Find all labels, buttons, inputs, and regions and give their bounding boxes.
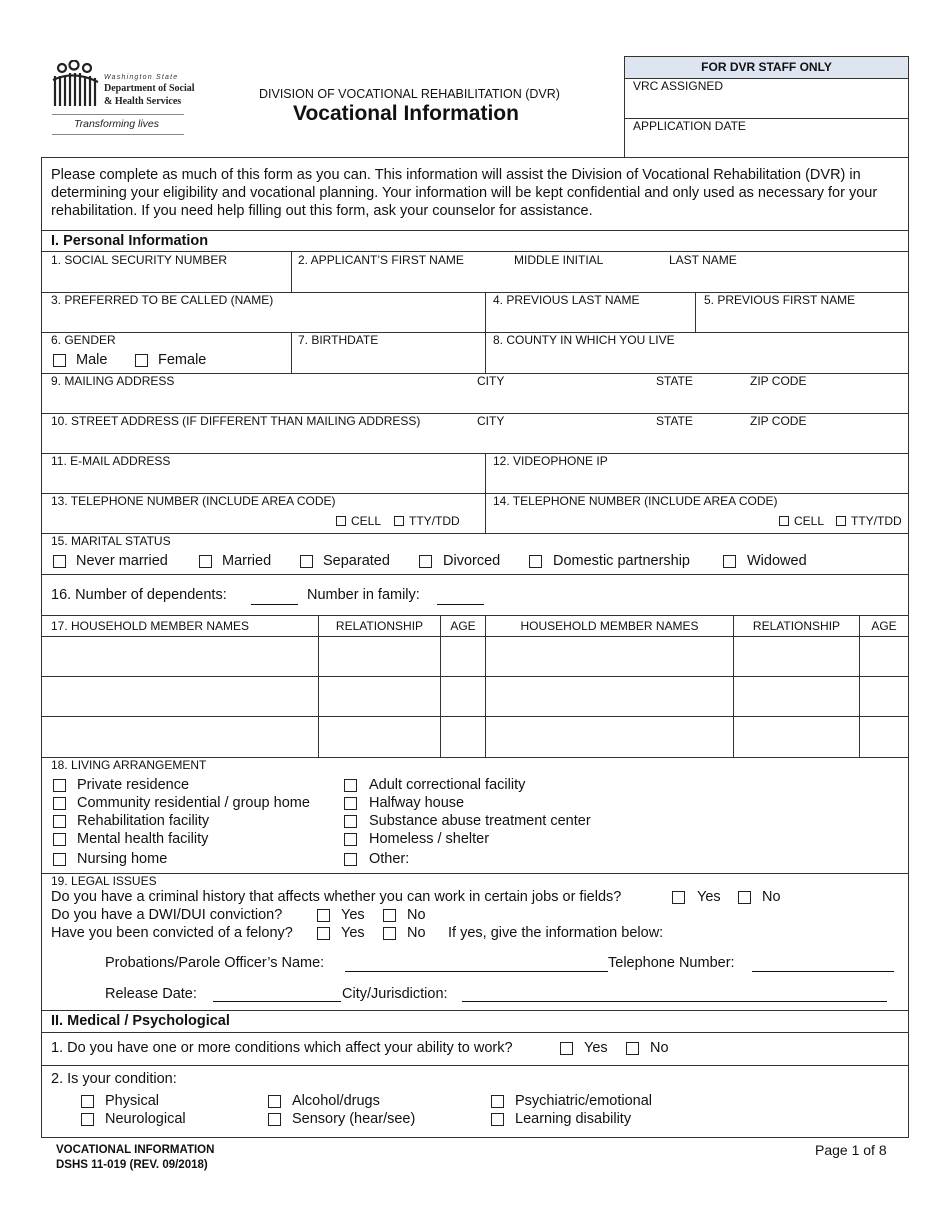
street-zip-label: ZIP CODE: [750, 414, 807, 428]
living-option: Adult correctional facility: [369, 777, 526, 793]
other-living-checkbox[interactable]: [344, 853, 357, 866]
logo-rule-bottom: [52, 134, 184, 135]
first-name-label: 2. APPLICANT’S FIRST NAME: [298, 253, 464, 267]
family-figures-icon: [52, 60, 100, 110]
mailing-address-field[interactable]: [42, 387, 908, 412]
condition-option: Alcohol/drugs: [292, 1093, 380, 1109]
homeless-shelter-checkbox[interactable]: [344, 833, 357, 846]
previous-first-field[interactable]: [696, 306, 908, 331]
private-residence-checkbox[interactable]: [53, 779, 66, 792]
tel13-cell-label: CELL: [351, 514, 382, 528]
previous-last-label: 4. PREVIOUS LAST NAME: [493, 293, 640, 307]
family-field[interactable]: [437, 604, 484, 605]
yes-label: Yes: [341, 925, 365, 941]
dui-yes-checkbox[interactable]: [317, 909, 330, 922]
tel14-tty-label: TTY/TDD: [851, 514, 902, 528]
mailing-address-label: 9. MAILING ADDRESS: [51, 374, 175, 388]
male-checkbox[interactable]: [53, 354, 66, 367]
rule: [41, 533, 909, 534]
table-row[interactable]: [42, 677, 908, 715]
condition-option: Learning disability: [515, 1111, 632, 1127]
release-date-label: Release Date:: [105, 986, 197, 1002]
vrc-assigned-label: VRC ASSIGNED: [633, 79, 724, 93]
rule: [41, 873, 909, 874]
page-number: Page 1 of 8: [815, 1142, 887, 1158]
no-label: No: [407, 907, 426, 923]
logo-dept-line2: & Health Services: [104, 96, 182, 107]
middle-initial-label: MIDDLE INITIAL: [514, 253, 604, 267]
county-field[interactable]: [486, 346, 908, 372]
male-label: Male: [76, 352, 108, 368]
officer-name-label: Probations/Parole Officer’s Name:: [105, 955, 325, 971]
no-label: No: [762, 889, 781, 905]
female-checkbox[interactable]: [135, 354, 148, 367]
mailing-state-label: STATE: [656, 374, 693, 388]
street-state-label: STATE: [656, 414, 693, 428]
logo-dept-line1: Department of Social: [104, 83, 195, 94]
condition-option: Psychiatric/emotional: [515, 1093, 652, 1109]
preferred-name-label: 3. PREFERRED TO BE CALLED (NAME): [51, 293, 274, 307]
domestic-partnership-checkbox[interactable]: [529, 555, 542, 568]
table-row[interactable]: [42, 637, 908, 675]
living-option: Homeless / shelter: [369, 831, 490, 847]
rule: [41, 453, 909, 454]
physical-checkbox[interactable]: [81, 1095, 94, 1108]
rule: [41, 615, 909, 616]
condition-option: Physical: [105, 1093, 159, 1109]
intro-text: Please complete as much of this form as you can. This information will assist the Division of Vocational Rehabilitation (DVR) in determining your eligibility and vocational planning. Your information will be kept confidential and only used as necessary for your rehabilitation. If you need help filling out this form, ask your counselor for assistance.: [51, 167, 878, 219]
marital-option: Divorced: [443, 553, 501, 569]
living-option: Rehabilitation facility: [77, 813, 210, 829]
rule: [41, 574, 909, 575]
living-option: Private residence: [77, 777, 190, 793]
ssn-label: 1. SOCIAL SECURITY NUMBER: [51, 253, 228, 267]
no-label: No: [407, 925, 426, 941]
city-jurisdiction-field[interactable]: [462, 1001, 887, 1002]
dependents-field[interactable]: [251, 604, 298, 605]
alcohol-drugs-checkbox[interactable]: [268, 1095, 281, 1108]
household-header-names: 17. HOUSEHOLD MEMBER NAMES: [51, 619, 250, 633]
form-title: Vocational Information: [293, 102, 519, 125]
rule: [41, 1032, 909, 1033]
videophone-field[interactable]: [486, 467, 908, 492]
staff-box-title: FOR DVR STAFF ONLY: [625, 57, 908, 79]
living-option: Nursing home: [77, 851, 168, 867]
last-name-label: LAST NAME: [669, 253, 737, 267]
learning-disability-checkbox[interactable]: [491, 1113, 504, 1126]
tel14-cell-checkbox[interactable]: [779, 516, 789, 526]
living-option: Mental health facility: [77, 831, 209, 847]
sensory-checkbox[interactable]: [268, 1113, 281, 1126]
household-header-relationship: RELATIONSHIP: [335, 619, 424, 633]
previous-last-field[interactable]: [486, 306, 694, 331]
telephone-13-label: 13. TELEPHONE NUMBER (INCLUDE AREA CODE): [51, 494, 336, 508]
divorced-checkbox[interactable]: [419, 555, 432, 568]
condition-option: Sensory (hear/see): [292, 1111, 416, 1127]
marital-status-label: 15. MARITAL STATUS: [51, 534, 171, 548]
tel14-cell-label: CELL: [794, 514, 825, 528]
logo-tagline: Transforming lives: [74, 118, 159, 130]
footer-form-name: VOCATIONAL INFORMATION: [56, 1144, 215, 1156]
substance-abuse-checkbox[interactable]: [344, 815, 357, 828]
medical-question-2: 2. Is your condition:: [51, 1071, 177, 1087]
marital-option: Domestic partnership: [553, 553, 690, 569]
legal-question-3: Have you been convicted of a felony?: [51, 925, 293, 941]
release-date-field[interactable]: [213, 1001, 341, 1002]
legal-question-1: Do you have a criminal history that affects whether you can work in certain jobs or fields?: [51, 889, 622, 905]
name-field[interactable]: [292, 266, 908, 291]
application-date-label: APPLICATION DATE: [633, 119, 746, 133]
living-arrangement-label: 18. LIVING ARRANGEMENT: [51, 758, 207, 772]
gender-label: 6. GENDER: [51, 333, 116, 347]
household-header-age: AGE: [450, 619, 476, 633]
dshs-logo: [52, 60, 195, 136]
yes-label: Yes: [341, 907, 365, 923]
household-header-age-2: AGE: [871, 619, 897, 633]
yes-label: Yes: [584, 1040, 608, 1056]
videophone-label: 12. VIDEOPHONE IP: [493, 454, 608, 468]
logo-state: Washington State: [104, 74, 179, 81]
previous-first-label: 5. PREVIOUS FIRST NAME: [704, 293, 856, 307]
division-name: DIVISION OF VOCATIONAL REHABILITATION (DVR): [259, 87, 560, 101]
living-option: Halfway house: [369, 795, 465, 811]
footer-form-number: DSHS 11-019 (REV. 09/2018): [56, 1159, 208, 1171]
community-residential-checkbox[interactable]: [53, 797, 66, 810]
mailing-city-label: CITY: [477, 374, 505, 388]
rule-v: [485, 453, 486, 533]
mental-health-facility-checkbox[interactable]: [53, 833, 66, 846]
city-jurisdiction-label: City/Jurisdiction:: [342, 986, 448, 1002]
logo-rule: [52, 114, 184, 115]
mailing-zip-label: ZIP CODE: [750, 374, 807, 388]
criminal-history-no-checkbox[interactable]: [738, 891, 751, 904]
dependents-label: 16. Number of dependents:: [51, 587, 227, 603]
condition-option: Neurological: [105, 1111, 186, 1127]
widowed-checkbox[interactable]: [723, 555, 736, 568]
legal-issues-label: 19. LEGAL ISSUES: [51, 874, 157, 888]
street-address-field[interactable]: [42, 427, 908, 452]
adult-correctional-checkbox[interactable]: [344, 779, 357, 792]
neurological-checkbox[interactable]: [81, 1113, 94, 1126]
marital-option: Separated: [323, 553, 390, 569]
county-label: 8. COUNTY IN WHICH YOU LIVE: [493, 333, 675, 347]
felony-yes-checkbox[interactable]: [317, 927, 330, 940]
psychiatric-checkbox[interactable]: [491, 1095, 504, 1108]
halfway-house-checkbox[interactable]: [344, 797, 357, 810]
street-city-label: CITY: [477, 414, 505, 428]
rehabilitation-facility-checkbox[interactable]: [53, 815, 66, 828]
nursing-home-checkbox[interactable]: [53, 853, 66, 866]
birthdate-field[interactable]: [292, 346, 484, 372]
officer-telephone-field[interactable]: [752, 971, 894, 972]
email-field[interactable]: [42, 467, 484, 492]
rule: [41, 332, 909, 333]
tel13-cell-checkbox[interactable]: [336, 516, 346, 526]
yes-label: Yes: [697, 889, 721, 905]
no-label: No: [650, 1040, 669, 1056]
rule: [41, 230, 909, 231]
legal-question-2: Do you have a DWI/DUI conviction?: [51, 907, 283, 923]
marital-option: Widowed: [747, 553, 807, 569]
preferred-name-field[interactable]: [42, 306, 484, 331]
if-yes-text: If yes, give the information below:: [448, 925, 664, 941]
married-checkbox[interactable]: [199, 555, 212, 568]
tel14-tty-checkbox[interactable]: [836, 516, 846, 526]
section1-title: I. Personal Information: [51, 233, 209, 249]
staff-box: [624, 56, 909, 158]
telephone-14-label: 14. TELEPHONE NUMBER (INCLUDE AREA CODE): [493, 494, 778, 508]
ssn-field[interactable]: [42, 266, 290, 291]
street-address-label: 10. STREET ADDRESS (IF DIFFERENT THAN MAILING ADDRESS): [51, 414, 421, 428]
separated-checkbox[interactable]: [300, 555, 313, 568]
household-header-names-2: HOUSEHOLD MEMBER NAMES: [520, 619, 699, 633]
section2-title: II. Medical / Psychological: [51, 1013, 230, 1029]
living-option: Community residential / group home: [77, 795, 310, 811]
dui-no-checkbox[interactable]: [383, 909, 396, 922]
email-label: 11. E-MAIL ADDRESS: [51, 454, 171, 468]
tel13-tty-checkbox[interactable]: [394, 516, 404, 526]
female-label: Female: [158, 352, 207, 368]
birthdate-label: 7. BIRTHDATE: [298, 333, 379, 347]
criminal-history-yes-checkbox[interactable]: [672, 891, 685, 904]
marital-option: Married: [222, 553, 272, 569]
conditions-no-checkbox[interactable]: [626, 1042, 639, 1055]
tel13-tty-label: TTY/TDD: [409, 514, 460, 528]
rule: [41, 1065, 909, 1066]
officer-telephone-label: Telephone Number:: [608, 955, 735, 971]
living-option: Substance abuse treatment center: [369, 813, 591, 829]
household-header-relationship-2: RELATIONSHIP: [752, 619, 841, 633]
rule: [41, 1010, 909, 1011]
rule: [41, 251, 909, 252]
table-row[interactable]: [42, 717, 908, 756]
felony-no-checkbox[interactable]: [383, 927, 396, 940]
marital-option: Never married: [76, 553, 168, 569]
never-married-checkbox[interactable]: [53, 555, 66, 568]
medical-question-1: 1. Do you have one or more conditions which affect your ability to work?: [51, 1040, 513, 1056]
officer-name-field[interactable]: [345, 971, 608, 972]
living-option: Other:: [369, 851, 410, 867]
conditions-yes-checkbox[interactable]: [560, 1042, 573, 1055]
family-label: Number in family:: [307, 587, 420, 603]
